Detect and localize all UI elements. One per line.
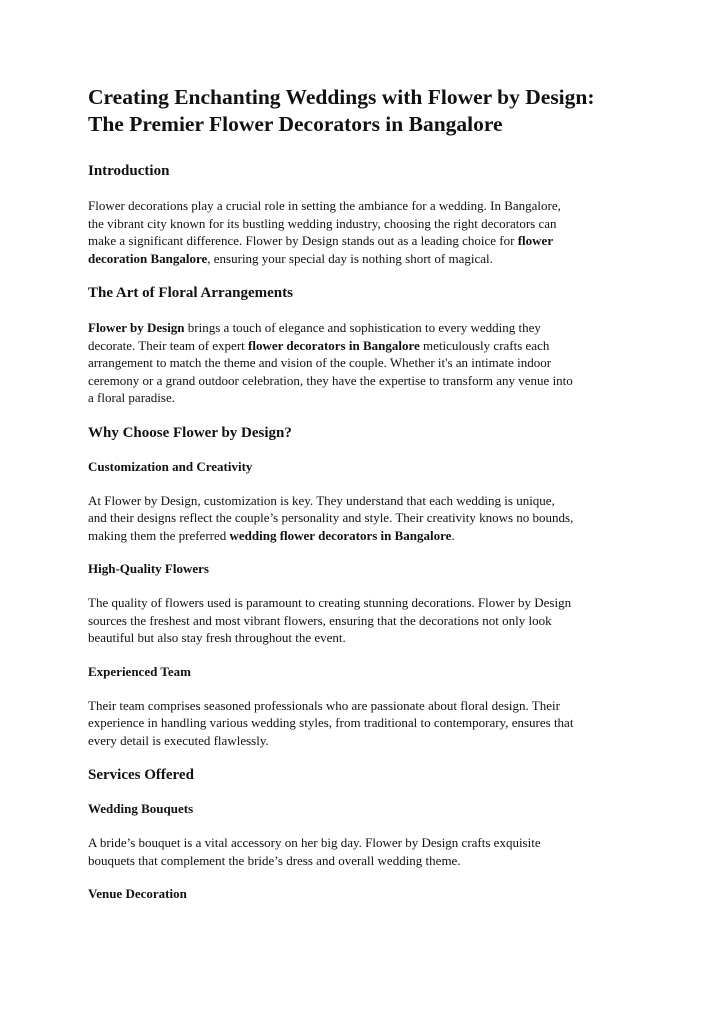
quality-line-3: beautiful but also stay fresh throughout the event.	[88, 630, 346, 645]
intro-line-4	[88, 250, 644, 268]
intro-line-3	[88, 232, 644, 250]
page-title	[88, 84, 644, 138]
intro-keyword-2: decoration Bangalore	[88, 250, 208, 266]
bouquets-line-1: A bride’s bouquet is a vital accessory on her big day. Flower by Design crafts exquisite	[88, 835, 541, 850]
intro-line-1: Flower decorations play a crucial role in setting the ambiance for a wedding. In Bangalore,	[88, 198, 561, 213]
venue-heading: Venue Decoration	[88, 886, 187, 901]
introduction-paragraph	[88, 197, 644, 267]
custom-text: .	[451, 527, 455, 543]
customization-paragraph	[88, 492, 644, 545]
art-line-4: ceremony or a grand outdoor celebration, they have the expertise to transform any venue into	[88, 372, 573, 388]
art-line-2	[88, 337, 644, 355]
art-line-3: arrangement to match the theme and vision of the couple. Whether it's an intimate indoor	[88, 355, 552, 370]
quality-line-2: sources the freshest and most vibrant flowers, ensuring that the decorations not only look	[88, 612, 552, 628]
team-paragraph	[88, 697, 644, 750]
intro-text: , ensuring your special day is nothing short of magical.	[207, 250, 493, 266]
art-paragraph	[88, 319, 644, 407]
custom-text: making them the preferred	[88, 527, 230, 543]
bouquets-paragraph	[88, 834, 644, 869]
art-line-1	[88, 319, 644, 337]
custom-line-2: and their designs reflect the couple’s personality and style. Their creativity knows no bounds,	[88, 510, 574, 525]
quality-heading: High-Quality Flowers	[88, 561, 209, 576]
team-heading: Experienced Team	[88, 663, 191, 679]
art-heading: The Art of Floral Arrangements	[88, 285, 293, 301]
bouquets-heading: Wedding Bouquets	[88, 801, 194, 816]
team-line-1: Their team comprises seasoned professionals who are passionate about floral design. Their	[88, 697, 560, 713]
custom-line-1: At Flower by Design, customization is key. They understand that each wedding is unique,	[88, 492, 555, 508]
quality-paragraph	[88, 594, 644, 647]
intro-line-2: the vibrant city known for its bustling wedding industry, choosing the right decorators can	[88, 215, 557, 231]
art-brand: Flower by Design	[88, 320, 185, 335]
document-page	[88, 84, 644, 919]
custom-line-3	[88, 527, 644, 545]
services-heading: Services Offered	[88, 767, 194, 783]
art-line-5: a floral paradise.	[88, 390, 175, 405]
title-line-1: Creating Enchanting Weddings with Flower by Design:	[88, 85, 595, 109]
customization-heading: Customization and Creativity	[88, 458, 253, 474]
introduction-heading: Introduction	[88, 163, 170, 179]
team-line-2: experience in handling various wedding styles, from traditional to contemporary, ensures that	[88, 715, 574, 730]
quality-line-1: The quality of flowers used is paramount to creating stunning decorations. Flower by Design	[88, 595, 572, 610]
art-keyword: flower decorators in Bangalore	[248, 337, 420, 353]
art-text: decorate. Their team of expert	[88, 337, 249, 353]
why-heading: Why Choose Flower by Design?	[88, 424, 292, 441]
title-line-2: The Premier Flower Decorators in Bangalore	[88, 112, 503, 136]
intro-text: make a significant difference. Flower by Design stands out as a leading choice for	[88, 233, 518, 248]
intro-keyword-1: flower	[517, 233, 554, 248]
bouquets-line-2: bouquets that complement the bride’s dress and overall wedding theme.	[88, 852, 461, 868]
art-text: meticulously crafts each	[419, 337, 550, 353]
art-text: brings a touch of elegance and sophistication to every wedding they	[184, 320, 541, 335]
team-line-3: every detail is executed flawlessly.	[88, 732, 269, 748]
custom-keyword: wedding flower decorators in Bangalore	[229, 527, 452, 543]
